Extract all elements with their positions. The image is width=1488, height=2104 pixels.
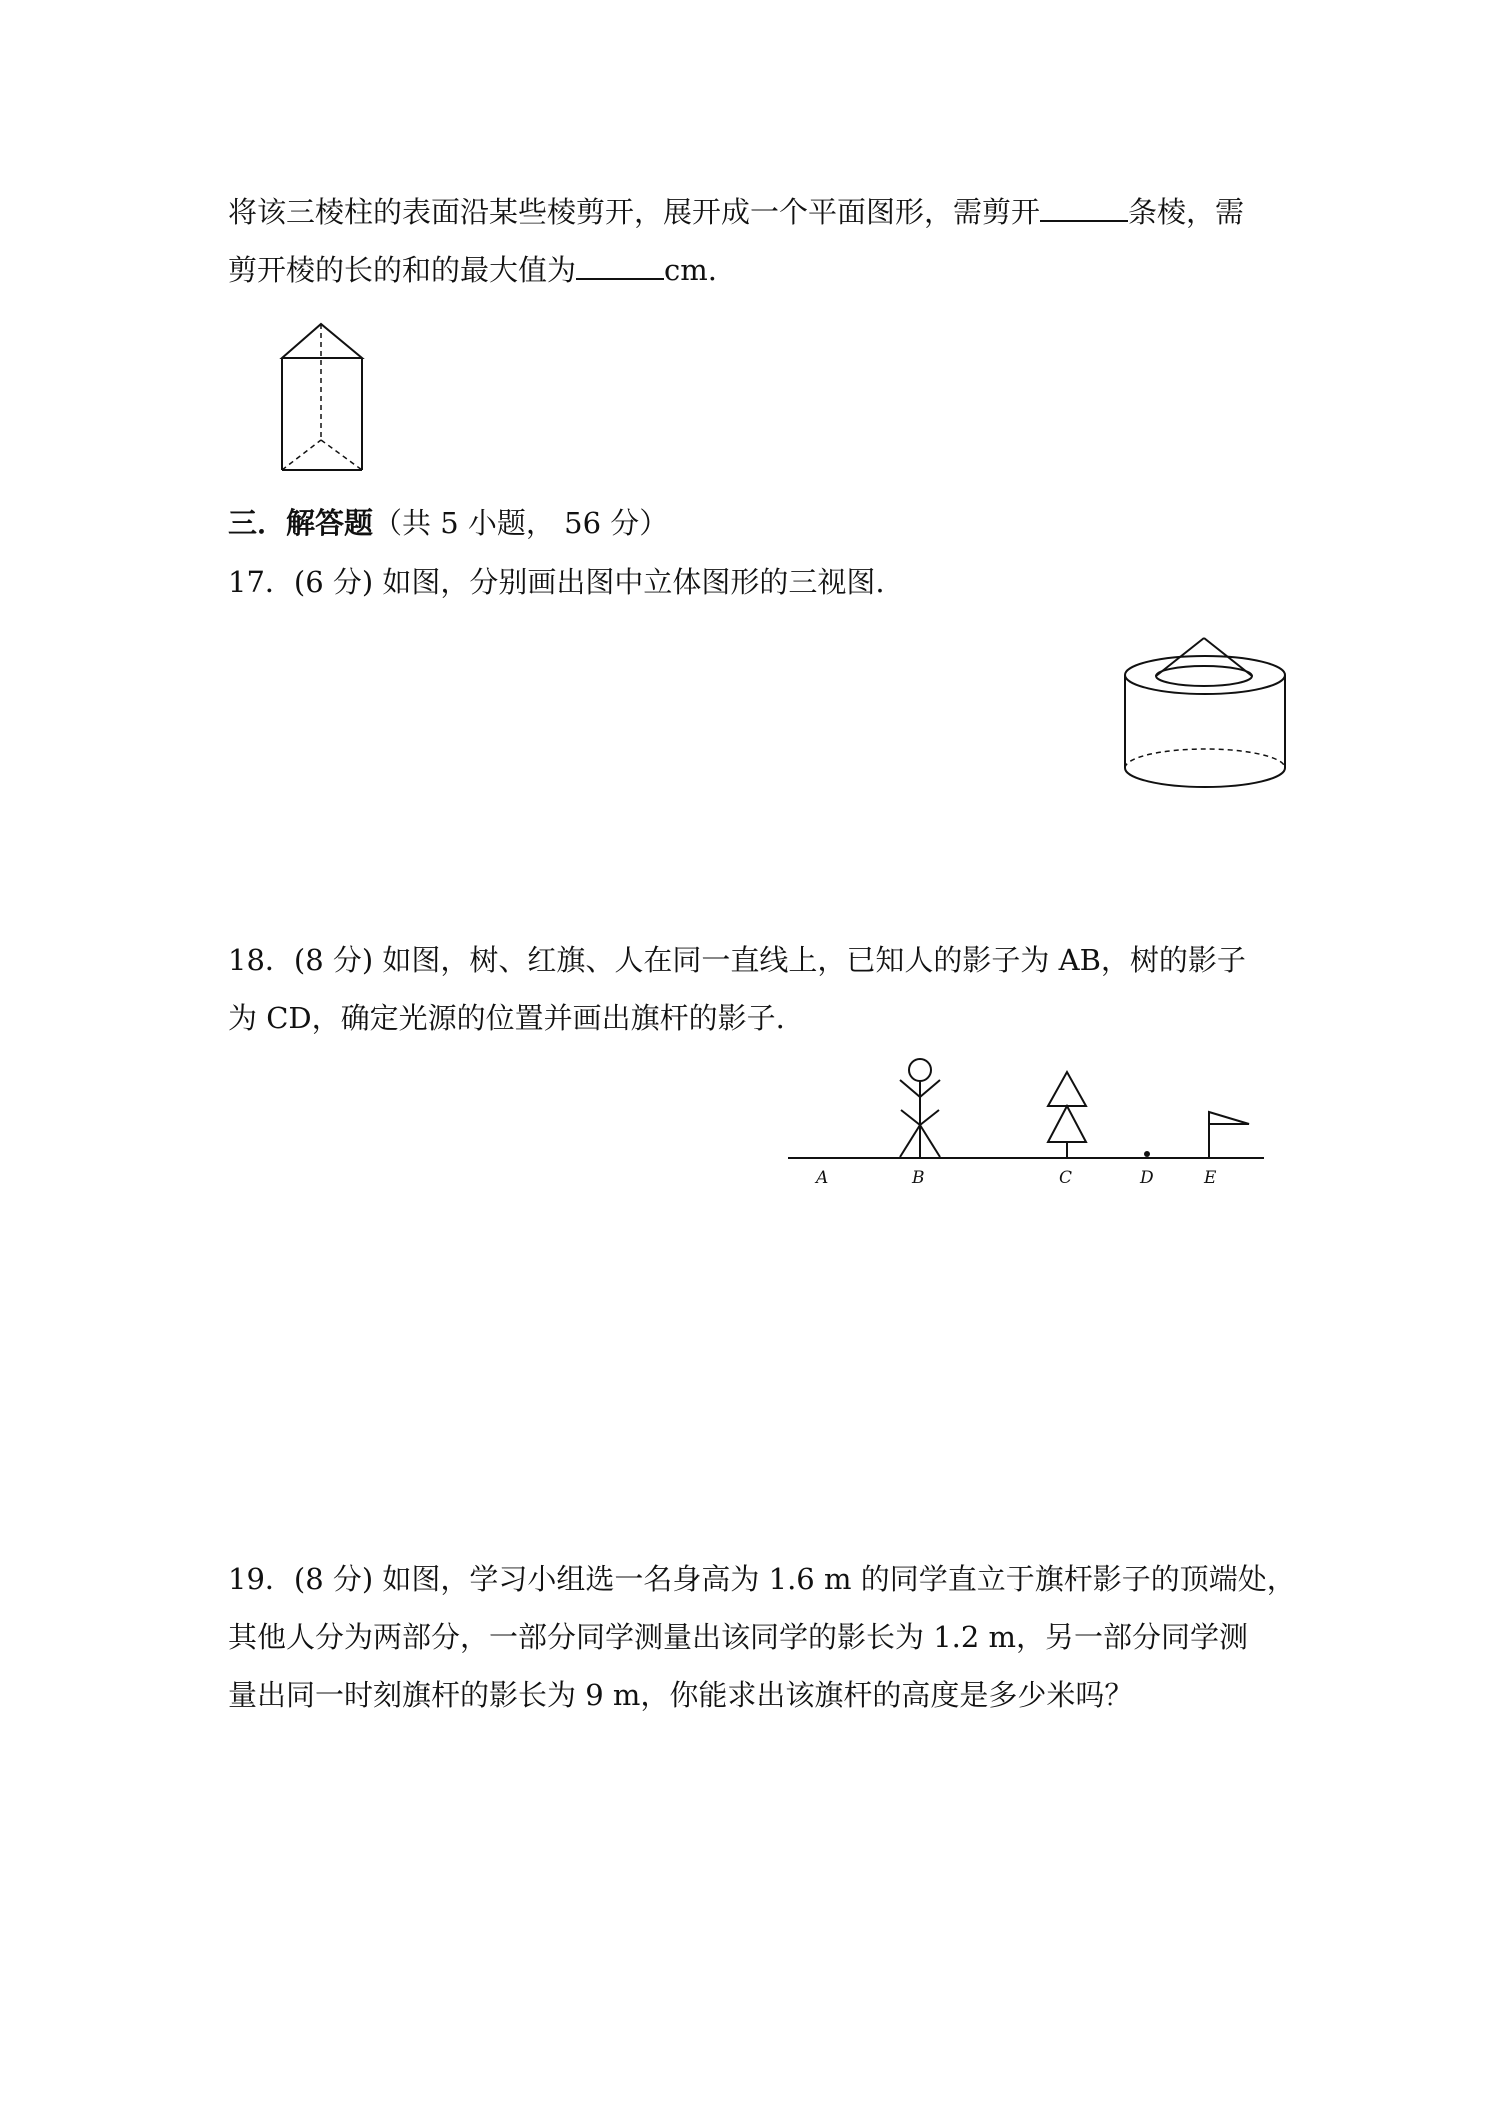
person-figure	[900, 1059, 940, 1158]
answer-blank-1[interactable]	[1040, 194, 1128, 222]
answer-blank-2[interactable]	[576, 252, 664, 280]
point-d-dot	[1144, 1151, 1150, 1157]
q16-line2-pre: 剪开棱的长的和的最大值为	[228, 253, 577, 287]
section-3-heading	[228, 503, 668, 543]
q19-line-2: 其他人分为两部分，一部分同学测量出该同学的影长为 1.2 m，另一部分同学测	[228, 1620, 1249, 1654]
label-b: B	[912, 1168, 925, 1188]
section-3-title: 三．解答题	[228, 506, 374, 540]
q16-line-1	[228, 192, 1244, 232]
shadow-scene-figure	[786, 1050, 1266, 1190]
label-a: A	[816, 1168, 829, 1188]
q18-line-1: 18．(8 分) 如图，树、红旗、人在同一直线上，已知人的影子为 AB，树的影子	[228, 943, 1246, 977]
label-c: C	[1059, 1168, 1073, 1188]
q16-line1-post: 条棱，需	[1128, 195, 1245, 229]
label-d: D	[1140, 1168, 1154, 1188]
flag-figure	[1209, 1112, 1249, 1158]
q16-line2-post: cm.	[664, 253, 717, 287]
q18-line-2: 为 CD，确定光源的位置并画出旗杆的影子.	[228, 1001, 785, 1035]
cylinder-with-cone-figure	[1118, 630, 1292, 790]
section-3-meta: （共 5 小题， 56 分）	[373, 506, 669, 540]
q16-line1-pre: 将该三棱柱的表面沿某些棱剪开，展开成一个平面图形，需剪开	[228, 195, 1041, 229]
q19-line-3: 量出同一时刻旗杆的影长为 9 m，你能求出该旗杆的高度是多少米吗？	[228, 1678, 1134, 1712]
tree-figure	[1048, 1072, 1086, 1158]
q19-line-1: 19．(8 分) 如图，学习小组选一名身高为 1.6 m 的同学直立于旗杆影子的顶端处，	[228, 1562, 1296, 1596]
triangular-prism-figure	[276, 318, 372, 476]
q17-text: 17．(6 分) 如图，分别画出图中立体图形的三视图.	[228, 565, 885, 599]
q16-line-2	[228, 250, 717, 290]
label-e: E	[1204, 1168, 1217, 1188]
